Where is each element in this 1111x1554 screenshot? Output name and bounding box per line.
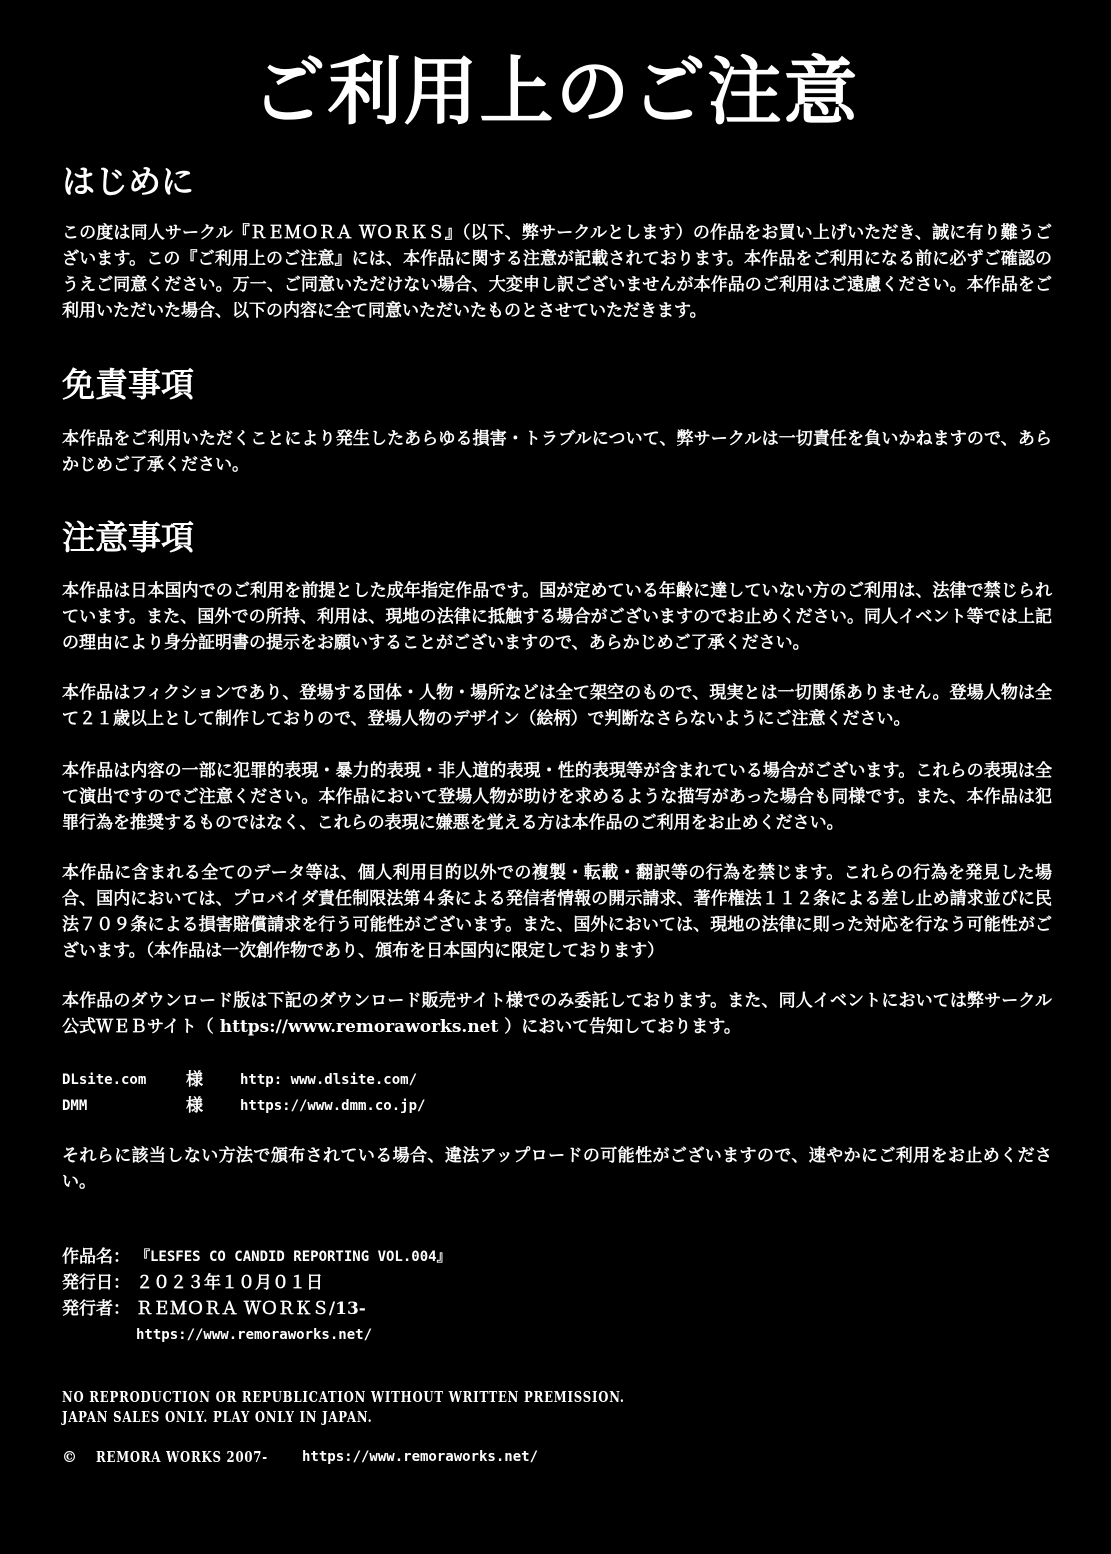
site-honorific: 様: [186, 1070, 203, 1090]
notes-paragraph: 本作品に含まれる全てのデータ等は、個人利用目的以外での複製・転載・翻訳等の行為を禁じます。これらの行為を発見した場合、国内においては、プロバイダ責任制限法第４条による発信者情報の開示請求、著作権法１１２条による差し止め請求並びに民法７０９条による損害賠償請求を行う可能性がございます。また、国外においては、現地の法律に則った対応を行なう可能性がございます。（本作品は一次創作物であり、頒布を日本国内に限定しております）: [62, 863, 1052, 961]
english-notice-line: NO REPRODUCTION OR REPUBLICATION WITHOUT WRITTEN PREMISSION.: [62, 1388, 625, 1406]
notes-paragraph: 本作品は内容の一部に犯罪的表現・暴力的表現・非人道的表現・性的表現等が含まれている場合がございます。これらの表現は全て演出ですのでご注意ください。本作品において登場人物が助けを求めるような描写があった場合も同様です。また、本作品は犯罪行為を推奨するものではなく、これらの表現に嫌悪を覚える方は本作品のご利用をお止めください。: [62, 761, 1052, 833]
site-name: DLsite.com: [62, 1072, 147, 1088]
copyright-url[interactable]: https://www.remoraworks.net/: [302, 1449, 539, 1465]
intro-body: この度は同人サークル『ＲＥＭＯＲＡ ＷＯＲＫＳ』（以下、弊サークルとします）の作品をお買い上げいただき、誠に有り難うございます。この『ご利用上のご注意』には、本作品に関する注意が記載されております。本作品をご利用になる前に必ずご確認のうえご同意ください。万一、ご同意いただけない場合、大変申し訳ございませんが本作品のご利用はご遠慮ください。本作品をご利用いただいた場合、以下の内容に全て同意いただいたものとさせていただきます。: [62, 223, 1052, 321]
page-title: ご利用上のご注意: [251, 49, 860, 135]
site-url[interactable]: http: www.dlsite.com/: [240, 1072, 418, 1088]
publisher-url[interactable]: https://www.remoraworks.net/: [136, 1327, 373, 1343]
notes-paragraph: 本作品は日本国内でのご利用を前提とした成年指定作品です。国が定めている年齢に達していない方のご利用は、法律で禁じられています。また、国外での所持、利用は、現地の法律に抵触する場合がございますのでお止めください。同人イベント等では上記の理由により身分証明書の提示をお願いすることがございますので、あらかじめご了承ください。: [62, 581, 1052, 653]
notes-paragraph: 本作品のダウンロード版は下記のダウンロード販売サイト様でのみ委託しております。また、同人イベントにおいては弊サークル公式ＷＥＢサイト（ https://www.remoraworks.net ）において告知しております。: [62, 991, 1052, 1037]
copyright-text: REMORA WORKS 2007-: [96, 1448, 268, 1466]
date-label: 発行日：: [62, 1273, 130, 1293]
disclaimer-heading: 免責事項: [62, 365, 194, 404]
notes-heading: 注意事項: [62, 518, 194, 557]
publisher-value: ＲＥＭＯＲＡ ＷＯＲＫＳ/13-: [136, 1299, 366, 1319]
intro-heading: はじめに: [62, 162, 194, 201]
copyright-symbol: ©: [62, 1448, 77, 1466]
date-value: ２０２３年１０月０１日: [136, 1273, 323, 1293]
site-honorific: 様: [186, 1096, 203, 1116]
site-url[interactable]: https://www.dmm.co.jp/: [240, 1098, 426, 1114]
work-value: 『LESFES CO CANDID REPORTING VOL.004』: [136, 1249, 451, 1265]
warning-text: それらに該当しない方法で頒布されている場合、違法アップロードの可能性がございますので、速やかにご利用をお止めください。: [62, 1146, 1052, 1192]
disclaimer-body: 本作品をご利用いただくことにより発生したあらゆる損害・トラブルについて、弊サークルは一切責任を負いかねますので、あらかじめご了承ください。: [62, 429, 1052, 475]
notes-paragraph: 本作品はフィクションであり、登場する団体・人物・場所などは全て架空のもので、現実とは一切関係ありません。登場人物は全て２１歳以上として制作しておりので、登場人物のデザイン（絵柄）で判断なさらないようにご注意ください。: [62, 683, 1052, 729]
work-label: 作品名：: [62, 1247, 130, 1267]
publisher-label: 発行者：: [62, 1299, 130, 1319]
english-notice-line: JAPAN SALES ONLY. PLAY ONLY IN JAPAN.: [62, 1408, 373, 1426]
site-name: DMM: [62, 1098, 88, 1114]
